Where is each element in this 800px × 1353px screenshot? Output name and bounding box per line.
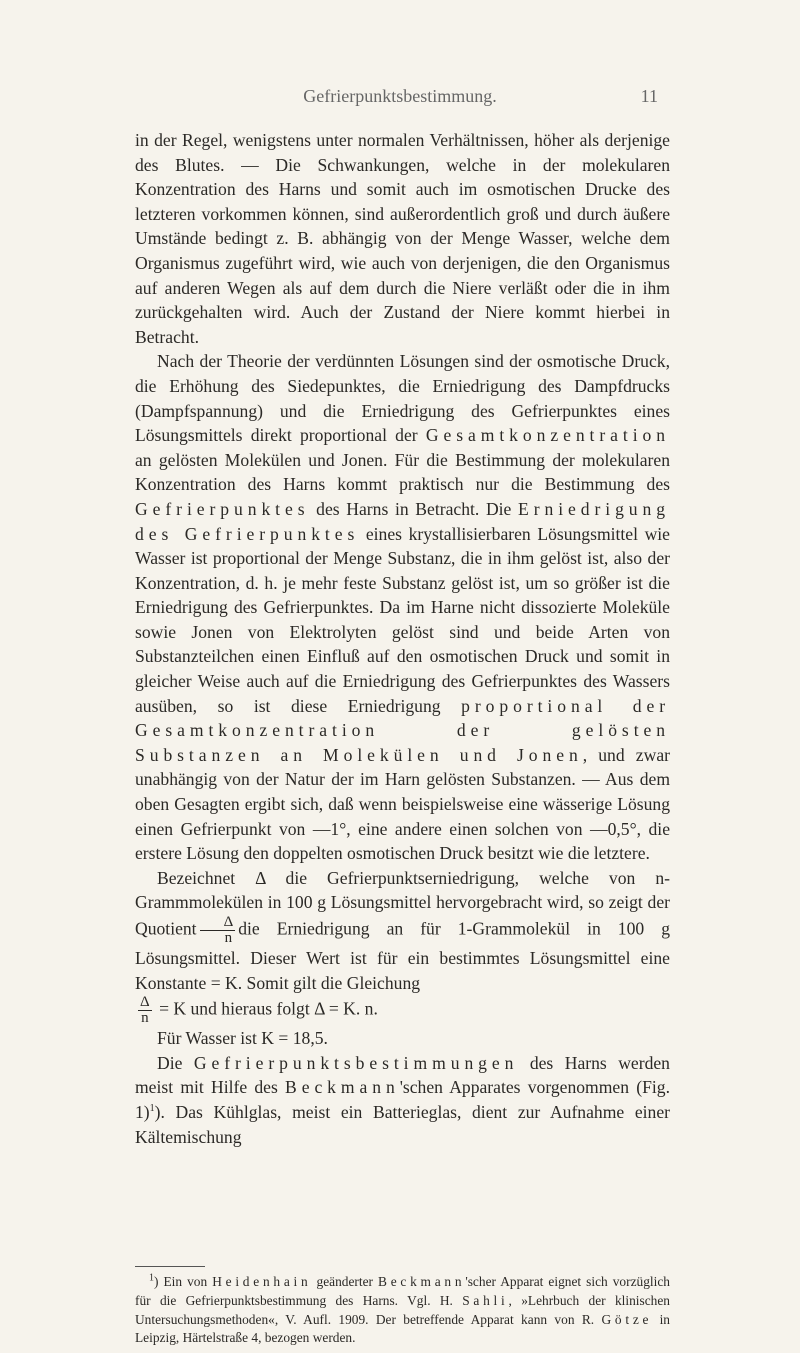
paragraph-1: in der Regel, wenigstens unter normalen Verhältnissen, höher als derjenige des Blutes. — Die Schwankungen, welche in der molekularen Konzentration des Harns und somit auch im osmotischen Drucke des letzteren vorkommen können, sind außerordentlich groß und durch äußere Umstände bedingt z. B. abhängig von der Menge Wasser, welche dem Organismus zugeführt wird, wie auch von derjenigen, die den Organismus auf anderen Wegen als auf dem durch die Niere verläßt oder die in ihm zurückgehalten wird. Auch der Zustand der Niere kommt hierbei in Betracht. xyxy=(135,130,670,347)
page-header xyxy=(0,86,800,110)
page-number: 11 xyxy=(640,86,658,106)
emphasis-proportional: proportional der Gesamtkonzentration der gelösten Substanzen an Molekülen und Jonen xyxy=(135,695,670,765)
emphasis-gefrierpunktsbestimmungen: Gefrierpunktsbestimmungen xyxy=(193,1052,519,1073)
running-title: Gefrierpunktsbestimmung. xyxy=(303,86,497,106)
footnote-name-beckmann: Beckmann xyxy=(378,1274,466,1289)
body-text xyxy=(135,128,670,1149)
footnote-name-heidenhain: Heidenhain xyxy=(212,1274,312,1289)
equation-fraction: $\frac{\Delta}{n}$ xyxy=(140,994,150,1027)
emphasis-beckmann: Beckmann xyxy=(285,1077,400,1098)
paragraph-5: Die Gefrierpunktsbestimmungen des Harns werden meist mit Hilfe des Beckmann'schen Apparates vorgenommen (Fig. 1)$^1$). Das Kühlglas, meist ein Batterieglas, dient zur Aufnahme einer Kältemischung xyxy=(135,1052,670,1147)
paragraph-3: Bezeichnet Δ die Gefrierpunktserniedrigung, welche von n-Grammmolekülen in 100 g Lösungsmittel hervorgebracht wird, so zeigt der Quotient $\frac{\Delta}{n}$ die Erniedrigung an für 1-Grammolekül in 100 g Lösungsmittel. Dieser Wert ist für ein bestimmtes Lösungsmittel eine Konstante = K. Somit gilt die Gleichung xyxy=(135,867,670,993)
emphasis-gefrierpunktes: Gefrierpunktes xyxy=(135,498,310,519)
footnote-1: $^1$) Ein von Heidenhain geänderter Beckmann'scher Apparat eignet sich vorzüglich für die Gefrierpunktsbestimmung des Harns. Vgl. H. Sahli, »Lehrbuch der klinischen Untersuchungsmethoden«, V. Aufl. 1909. Der betreffende Apparat kann von R. Götze in Leipzig, Härtelstraße 4, bezogen werden. xyxy=(135,1272,670,1346)
equation: $\frac{\Delta}{n}$ = K und hieraus folgt Δ = K. n. xyxy=(140,994,378,1027)
footnote-divider xyxy=(135,1266,205,1267)
paragraph-2: Nach der Theorie der verdünnten Lösungen sind der osmotische Druck, die Erhöhung des Siedepunktes, die Erniedrigung des Dampfdrucks (Dampfspannung) und die Erniedrigung des Gefrierpunktes eines Lösungsmittels direkt proportional der Gesamtkonzentration an gelösten Molekülen und Jonen. Für die Bestimmung der molekularen Konzentration des Harns kommt praktisch nur die Bestimmung des Gefrierpunktes des Harns in Betracht. Die Erniedrigung des Gefrierpunktes eines krystallisierbaren Lösungsmittel wie Wasser ist proportional der Menge Substanz, die in ihm gelöst ist, also der Konzentration, d. h. je mehr feste Substanz gelöst ist, um so größer ist die Erniedrigung des Gefrierpunktes. Da im Harne nicht dissozierte Moleküle sowie Jonen von Elektrolyten gelöst sind und beide Arten von Substanzteilchen einen Einfluß auf den osmotischen Druck und somit in gleicher Weise auch auf die Erniedrigung des Gefrierpunktes des Wassers ausüben, so ist diese Erniedrigung proportional der Gesamtkonzentration der gelösten Substanzen an Molekülen und Jonen, und zwar unabhängig von der Natur der im Harn gelösten Substanzen. — Aus dem oben Gesagten ergibt sich, daß wenn beispielsweise eine wässerige Lösung einen Gefrierpunkt von —1°, eine andere einen solchen von —0,5°, die erstere Lösung den doppelten osmotischen Druck besitzt wie die letztere. xyxy=(135,351,670,864)
footnote-name-goetze: Götze xyxy=(601,1311,653,1327)
footnotes xyxy=(135,1273,670,1348)
emphasis-gesamtkonzentration: Gesamtkonzentration xyxy=(425,425,670,446)
paragraph-4: Für Wasser ist K = 18,5. xyxy=(157,1028,328,1049)
footnote-ref: 1 xyxy=(149,1103,155,1115)
quotient-fraction: $\frac{\Delta}{n}$ xyxy=(200,915,236,946)
footnote-name-sahli: Sahli xyxy=(462,1292,509,1308)
emphasis-erniedrigung: Erniedrigung des Gefrierpunktes xyxy=(135,498,670,544)
